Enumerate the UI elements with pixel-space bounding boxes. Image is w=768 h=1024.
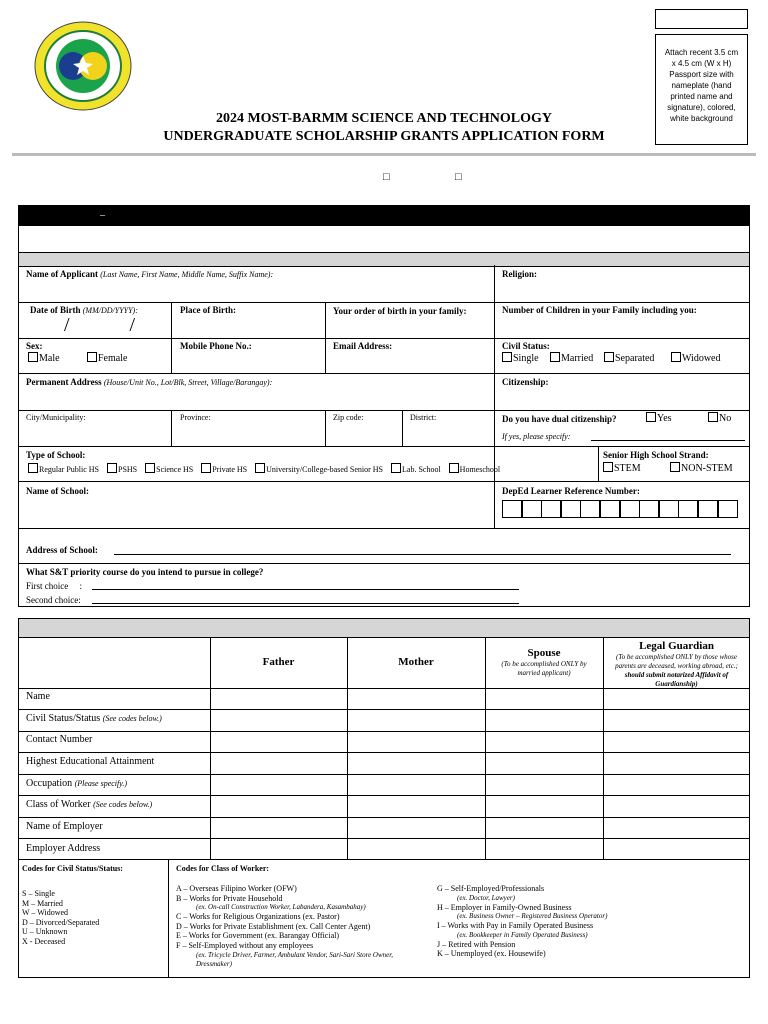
city-field[interactable]: City/Municipality:	[26, 413, 86, 422]
worker-code-item: H – Employer in Family-Owned Business	[437, 902, 572, 912]
label: Date of Birth	[30, 305, 81, 315]
row-line	[18, 302, 750, 303]
row-line	[18, 563, 750, 564]
father-header: Father	[262, 656, 295, 668]
guardian-header: Legal Guardian	[639, 640, 714, 652]
sex-male-option[interactable]	[28, 352, 60, 364]
col-line	[494, 481, 495, 528]
worker-code-item: K – Unemployed (ex. Housewife)	[437, 949, 546, 959]
worker-codes-left	[176, 884, 416, 969]
civil-code-item: X - Deceased	[22, 936, 66, 946]
mobile-field[interactable]: Mobile Phone No.:	[180, 341, 252, 351]
col-line	[598, 446, 599, 481]
row-label-employer-address	[26, 843, 100, 854]
checkbox[interactable]	[87, 352, 97, 362]
row-line	[18, 838, 750, 839]
school-address-label: Address of School:	[26, 545, 98, 555]
col-line	[485, 638, 486, 860]
col-line	[494, 265, 495, 481]
family-gray-band	[19, 619, 749, 638]
checkbox[interactable]	[28, 463, 38, 473]
dual-specify-input[interactable]	[591, 440, 745, 441]
worker-code-item: J – Retired with Pension	[437, 939, 516, 949]
option: Private HS	[212, 465, 248, 474]
checkbox[interactable]	[708, 412, 718, 422]
school-type-options[interactable]	[28, 463, 500, 474]
civil-code-item: M – Married	[22, 898, 63, 908]
civil-option-married[interactable]	[550, 352, 593, 364]
worker-code-example: (ex. Tricycle Driver, Farmer, Ambulant Vendor, Sari-Sari Store Owner, Dressmaker)	[196, 950, 393, 968]
worker-code-example: (ex. Business Owner – Registered Business Operator)	[457, 912, 608, 921]
header-divider	[12, 153, 756, 156]
checkbox[interactable]	[145, 463, 155, 473]
label: Married	[561, 353, 594, 364]
lrn-digit-box[interactable]	[678, 500, 698, 518]
children-count-field[interactable]: Number of Children in your Family including you:	[502, 305, 697, 315]
civil-code-item: D – Divorced/Separated	[22, 917, 100, 927]
pob-field[interactable]: Place of Birth:	[180, 305, 236, 315]
label: Yes	[657, 413, 672, 424]
option: University/College-based Senior HS	[266, 465, 383, 474]
checkbox[interactable]	[107, 463, 117, 473]
spouse-note: (To be accomplished ONLY by married applicant)	[501, 660, 587, 677]
row-line	[18, 410, 750, 411]
label: Single	[513, 353, 539, 364]
lrn-digit-box[interactable]	[502, 500, 522, 518]
row-label-class-of-worker	[26, 799, 152, 810]
row-line	[18, 774, 750, 775]
row-line	[18, 709, 750, 710]
checkbox[interactable]	[550, 352, 560, 362]
first-choice-label: First choice :	[26, 581, 82, 591]
col-line	[210, 638, 211, 860]
hint: (House/Unit No., Lot/Blk, Street, Village/Barangay):	[103, 378, 273, 387]
label: Civil Status/Status	[26, 713, 101, 724]
col-line	[325, 410, 326, 446]
hint: (Last Name, First Name, Middle Name, Suffix Name):	[100, 270, 274, 279]
worker-code-item: A – Overseas Filipino Worker (OFW)	[176, 884, 297, 893]
checkbox[interactable]	[670, 462, 680, 472]
dual-no-option[interactable]	[708, 412, 731, 424]
religion-field[interactable]: Religion:	[502, 269, 537, 279]
checkbox[interactable]	[391, 463, 401, 473]
worker-code-example: (ex. Bookkeeper in Family Operated Business)	[457, 930, 588, 939]
second-choice-input[interactable]	[92, 603, 519, 604]
option: PSHS	[118, 465, 138, 474]
worker-code-example: (ex. On-call Construction Worker, Labandera, Kasambahay)	[196, 903, 366, 912]
form-number-box[interactable]	[655, 9, 748, 29]
row-label-education	[26, 756, 154, 767]
worker-code-item: F – Self-Employed without any employees	[176, 940, 314, 950]
email-field[interactable]: Email Address:	[333, 341, 393, 351]
lrn-digit-box[interactable]	[659, 500, 679, 518]
worker-code-item: B – Works for Private Household	[176, 893, 283, 903]
col-line	[402, 410, 403, 446]
label: Employer Address	[26, 843, 101, 854]
photo-instructions: Attach recent 3.5 cm x 4.5 cm (W x H) Passport size with nameplate (hand printed name and signature), colored, white background	[664, 48, 739, 123]
lrn-digit-box[interactable]	[522, 500, 542, 518]
label: Widowed	[682, 353, 721, 364]
worker-code-item: G – Self-Employed/Professionals	[437, 884, 545, 893]
hint: (See codes below.)	[93, 800, 153, 809]
row-label-contact	[26, 734, 92, 745]
worker-codes-right	[437, 884, 677, 959]
col-line	[168, 859, 169, 978]
lrn-digit-box[interactable]	[541, 500, 561, 518]
checkbox[interactable]	[201, 463, 211, 473]
label: Class of Worker	[26, 799, 91, 810]
hint: (See codes below.)	[102, 714, 162, 723]
checkbox[interactable]	[646, 412, 656, 422]
row-line	[18, 338, 750, 339]
birth-order-field[interactable]: Your order of birth in your family:	[333, 306, 467, 316]
mother-header: Mother	[398, 656, 434, 668]
hint: (Please specify.)	[74, 779, 128, 788]
note: (To be accomplished ONLY by those whose parents are deceased, working abroad, etc.;	[615, 653, 738, 670]
lrn-digit-box[interactable]	[561, 500, 581, 518]
label: STEM	[614, 463, 641, 474]
col-line	[347, 638, 348, 860]
guardian-note	[609, 653, 744, 689]
dual-yes-option[interactable]	[646, 412, 672, 424]
lrn-input-boxes[interactable]	[502, 500, 740, 518]
civil-option-single[interactable]	[502, 352, 539, 364]
spouse-header: Spouse	[527, 647, 561, 659]
lrn-digit-box[interactable]	[639, 500, 659, 518]
row-label-name	[26, 691, 50, 702]
form-title-line1: 2024 MOST-BARMM SCIENCE AND TECHNOLOGY	[215, 111, 553, 126]
row-line	[18, 795, 750, 796]
hint: (MM/DD/YYYY):	[82, 306, 138, 315]
row-line	[18, 528, 750, 529]
option: Homeschool	[459, 465, 501, 474]
row-label-occupation	[26, 778, 127, 789]
lrn-digit-box[interactable]	[718, 500, 738, 518]
first-choice-input[interactable]	[92, 589, 519, 590]
school-name-field[interactable]: Name of School:	[26, 486, 89, 496]
worker-code-item: E – Works for Government (ex. Barangay Official)	[176, 931, 340, 941]
applicant-name-field[interactable]	[26, 269, 273, 279]
personal-section-bar	[18, 205, 750, 225]
checkbox[interactable]	[502, 352, 512, 362]
lrn-digit-box[interactable]	[620, 500, 640, 518]
civil-code-item: U – Unknown	[22, 927, 68, 937]
row-label-civil-status	[26, 713, 162, 724]
dual-specify-label: If yes, please specify:	[502, 432, 571, 441]
checkbox[interactable]	[28, 352, 38, 362]
label: Permanent Address	[26, 377, 102, 387]
label: Occupation	[26, 778, 73, 789]
label: Male	[39, 353, 60, 364]
strand-nonstem-option[interactable]	[670, 462, 733, 474]
label: Separated	[615, 353, 655, 364]
checkbox[interactable]	[603, 462, 613, 472]
dob-slashes: / /	[64, 314, 136, 336]
agency-logo	[33, 20, 133, 112]
col-line	[171, 410, 172, 446]
program-checkbox-1[interactable]: □	[383, 171, 390, 183]
lrn-label: DepEd Learner Reference Number:	[502, 486, 640, 496]
zip-field[interactable]: Zip code:	[333, 413, 364, 422]
permanent-address-field[interactable]	[26, 377, 272, 387]
civil-option-separated[interactable]	[604, 352, 654, 364]
label: Highest Educational Attainment	[26, 756, 155, 767]
option: Lab. School	[402, 465, 441, 474]
sex-label: Sex:	[26, 341, 43, 351]
col-line	[325, 302, 326, 373]
row-line	[18, 481, 750, 482]
row-label-employer	[26, 821, 103, 832]
course-question: What S&T priority course do you intend to pursue in college?	[26, 567, 264, 577]
strand-stem-option[interactable]	[603, 462, 641, 474]
second-choice-label: Second choice:	[26, 595, 81, 605]
row-line	[18, 817, 750, 818]
civil-code-item: W – Widowed	[22, 908, 69, 918]
note-bold: should submit notarized Affidavit of Guardianship)	[624, 671, 729, 688]
citizenship-field[interactable]: Citizenship:	[502, 377, 549, 387]
label: Female	[98, 353, 128, 364]
gray-band	[19, 252, 749, 267]
label: Name	[26, 691, 50, 702]
district-field[interactable]: District:	[410, 413, 437, 422]
option: Science HS	[156, 465, 194, 474]
school-address-input[interactable]	[114, 554, 731, 555]
program-checkbox-2[interactable]: □	[455, 171, 462, 183]
worker-codes-title: Codes for Class of Worker:	[176, 864, 270, 873]
civil-codes-title: Codes for Civil Status/Status:	[22, 864, 123, 873]
section-bar-mark: _	[100, 206, 105, 217]
strand-label: Senior High School Strand:	[603, 450, 709, 460]
lrn-digit-box[interactable]	[698, 500, 718, 518]
civil-code-item: S – Single	[22, 889, 55, 898]
civil-codes-list	[22, 889, 99, 947]
form-title-line2: UNDERGRADUATE SCHOLARSHIP GRANTS APPLICATION FORM	[163, 129, 605, 144]
civil-status-label: Civil Status:	[502, 341, 550, 351]
label: Name of Applicant	[26, 269, 98, 279]
worker-code-item: I – Works with Pay in Family Operated Business	[437, 921, 594, 931]
row-line	[18, 752, 750, 753]
row-line	[18, 373, 750, 374]
label: No	[719, 413, 732, 424]
checkbox[interactable]	[255, 463, 265, 473]
lrn-digit-box[interactable]	[600, 500, 620, 518]
personal-section-frame	[18, 225, 750, 607]
sex-female-option[interactable]	[87, 352, 127, 364]
worker-code-example: (ex. Doctor, Lawyer)	[457, 893, 515, 902]
dual-citizenship-question: Do you have dual citizenship?	[502, 414, 617, 424]
school-type-label: Type of School:	[26, 450, 86, 460]
label: Name of Employer	[26, 821, 103, 832]
civil-option-widowed[interactable]	[671, 352, 720, 364]
province-field[interactable]: Province:	[180, 413, 211, 422]
checkbox[interactable]	[449, 463, 459, 473]
checkbox[interactable]	[671, 352, 681, 362]
row-line	[18, 446, 750, 447]
row-line	[18, 731, 750, 732]
checkbox[interactable]	[604, 352, 614, 362]
lrn-digit-box[interactable]	[580, 500, 600, 518]
col-line	[603, 638, 604, 860]
col-line	[171, 302, 172, 373]
label: Contact Number	[26, 734, 93, 745]
label: NON-STEM	[681, 463, 733, 474]
worker-code-item: D – Works for Private Establishment (ex. Call Center Agent)	[176, 921, 371, 931]
worker-code-item: C – Works for Religious Organizations (ex. Pastor)	[176, 912, 340, 922]
option: Regular Public HS	[39, 465, 99, 474]
